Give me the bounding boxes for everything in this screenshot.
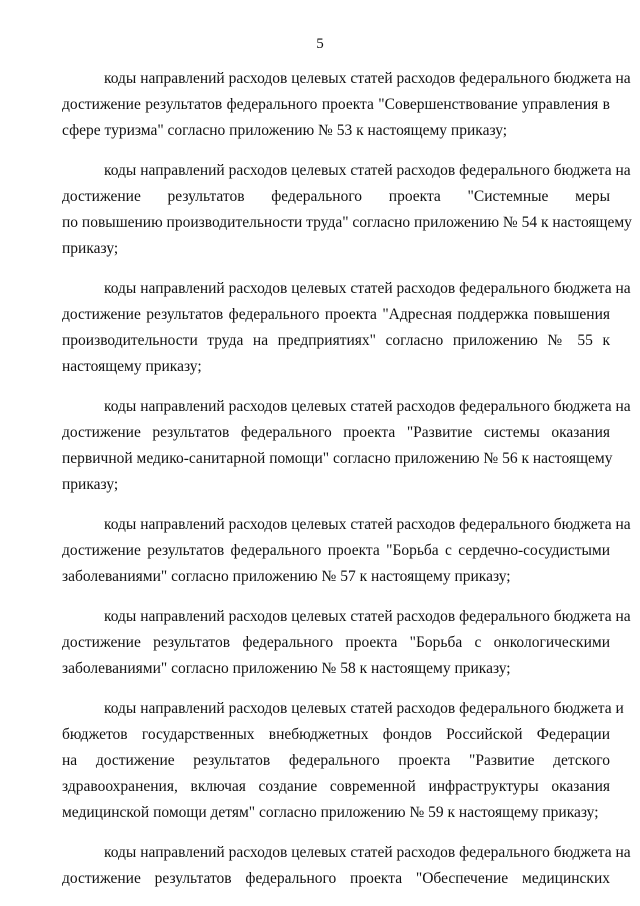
- page-number: 5: [316, 36, 324, 52]
- text-line: коды направлений расходов целевых статей расходов федерального бюджета на: [104, 608, 631, 625]
- text-line: достижение результатов федерального проекта "Системные меры: [62, 188, 610, 205]
- text-line: достижение результатов федерального проекта "Адресная поддержка повышения: [62, 306, 610, 323]
- text-line: коды направлений расходов целевых статей расходов федерального бюджета на: [104, 516, 631, 533]
- text-line: приказу;: [62, 240, 119, 257]
- paragraph: [62, 696, 624, 826]
- text-line: достижение результатов федерального проекта "Совершенствование управления в: [62, 96, 610, 113]
- text-line: коды направлений расходов целевых статей расходов федерального бюджета на: [104, 280, 631, 297]
- paragraph: [62, 840, 631, 892]
- text-line: первичной медико-санитарной помощи" согласно приложению № 56 к настоящему: [62, 450, 613, 467]
- text-line: заболеваниями" согласно приложению № 58 к настоящему приказу;: [62, 660, 511, 677]
- document-body: [62, 66, 632, 906]
- text-line: достижение результатов федерального проекта "Обеспечение медицинских: [62, 870, 610, 887]
- text-line: бюджетов государственных внебюджетных фондов Российской Федерации: [62, 726, 610, 743]
- paragraph: [62, 276, 631, 380]
- text-line: коды направлений расходов целевых статей расходов федерального бюджета на: [104, 162, 631, 179]
- text-line: производительности труда на предприятиях" согласно приложению № 55 к: [62, 332, 610, 349]
- text-line: коды направлений расходов целевых статей расходов федерального бюджета на: [104, 70, 631, 87]
- text-line: сфере туризма" согласно приложению № 53 к настоящему приказу;: [62, 122, 508, 139]
- text-line: коды направлений расходов целевых статей расходов федерального бюджета и: [104, 700, 624, 717]
- paragraph: [62, 512, 631, 590]
- paragraph: [62, 158, 632, 262]
- text-line: настоящему приказу;: [62, 358, 202, 375]
- paragraph: [62, 604, 631, 682]
- text-line: достижение результатов федерального проекта "Борьба с онкологическими: [62, 634, 610, 651]
- text-line: коды направлений расходов целевых статей расходов федерального бюджета на: [104, 844, 631, 861]
- text-line: достижение результатов федерального проекта "Развитие системы оказания: [62, 424, 610, 441]
- paragraph: [62, 394, 631, 498]
- text-line: на достижение результатов федерального проекта "Развитие детского: [62, 752, 610, 769]
- text-line: медицинской помощи детям" согласно приложению № 59 к настоящему приказу;: [62, 804, 599, 821]
- text-line: здравоохранения, включая создание современной инфраструктуры оказания: [62, 778, 610, 795]
- text-line: по повышению производительности труда" согласно приложению № 54 к настоящему: [62, 214, 632, 231]
- paragraph: [62, 66, 631, 144]
- text-line: заболеваниями" согласно приложению № 57 к настоящему приказу;: [62, 568, 511, 585]
- text-line: достижение результатов федерального проекта "Борьба с сердечно-сосудистыми: [62, 542, 610, 559]
- text-line: приказу;: [62, 476, 119, 493]
- text-line: коды направлений расходов целевых статей расходов федерального бюджета на: [104, 398, 631, 415]
